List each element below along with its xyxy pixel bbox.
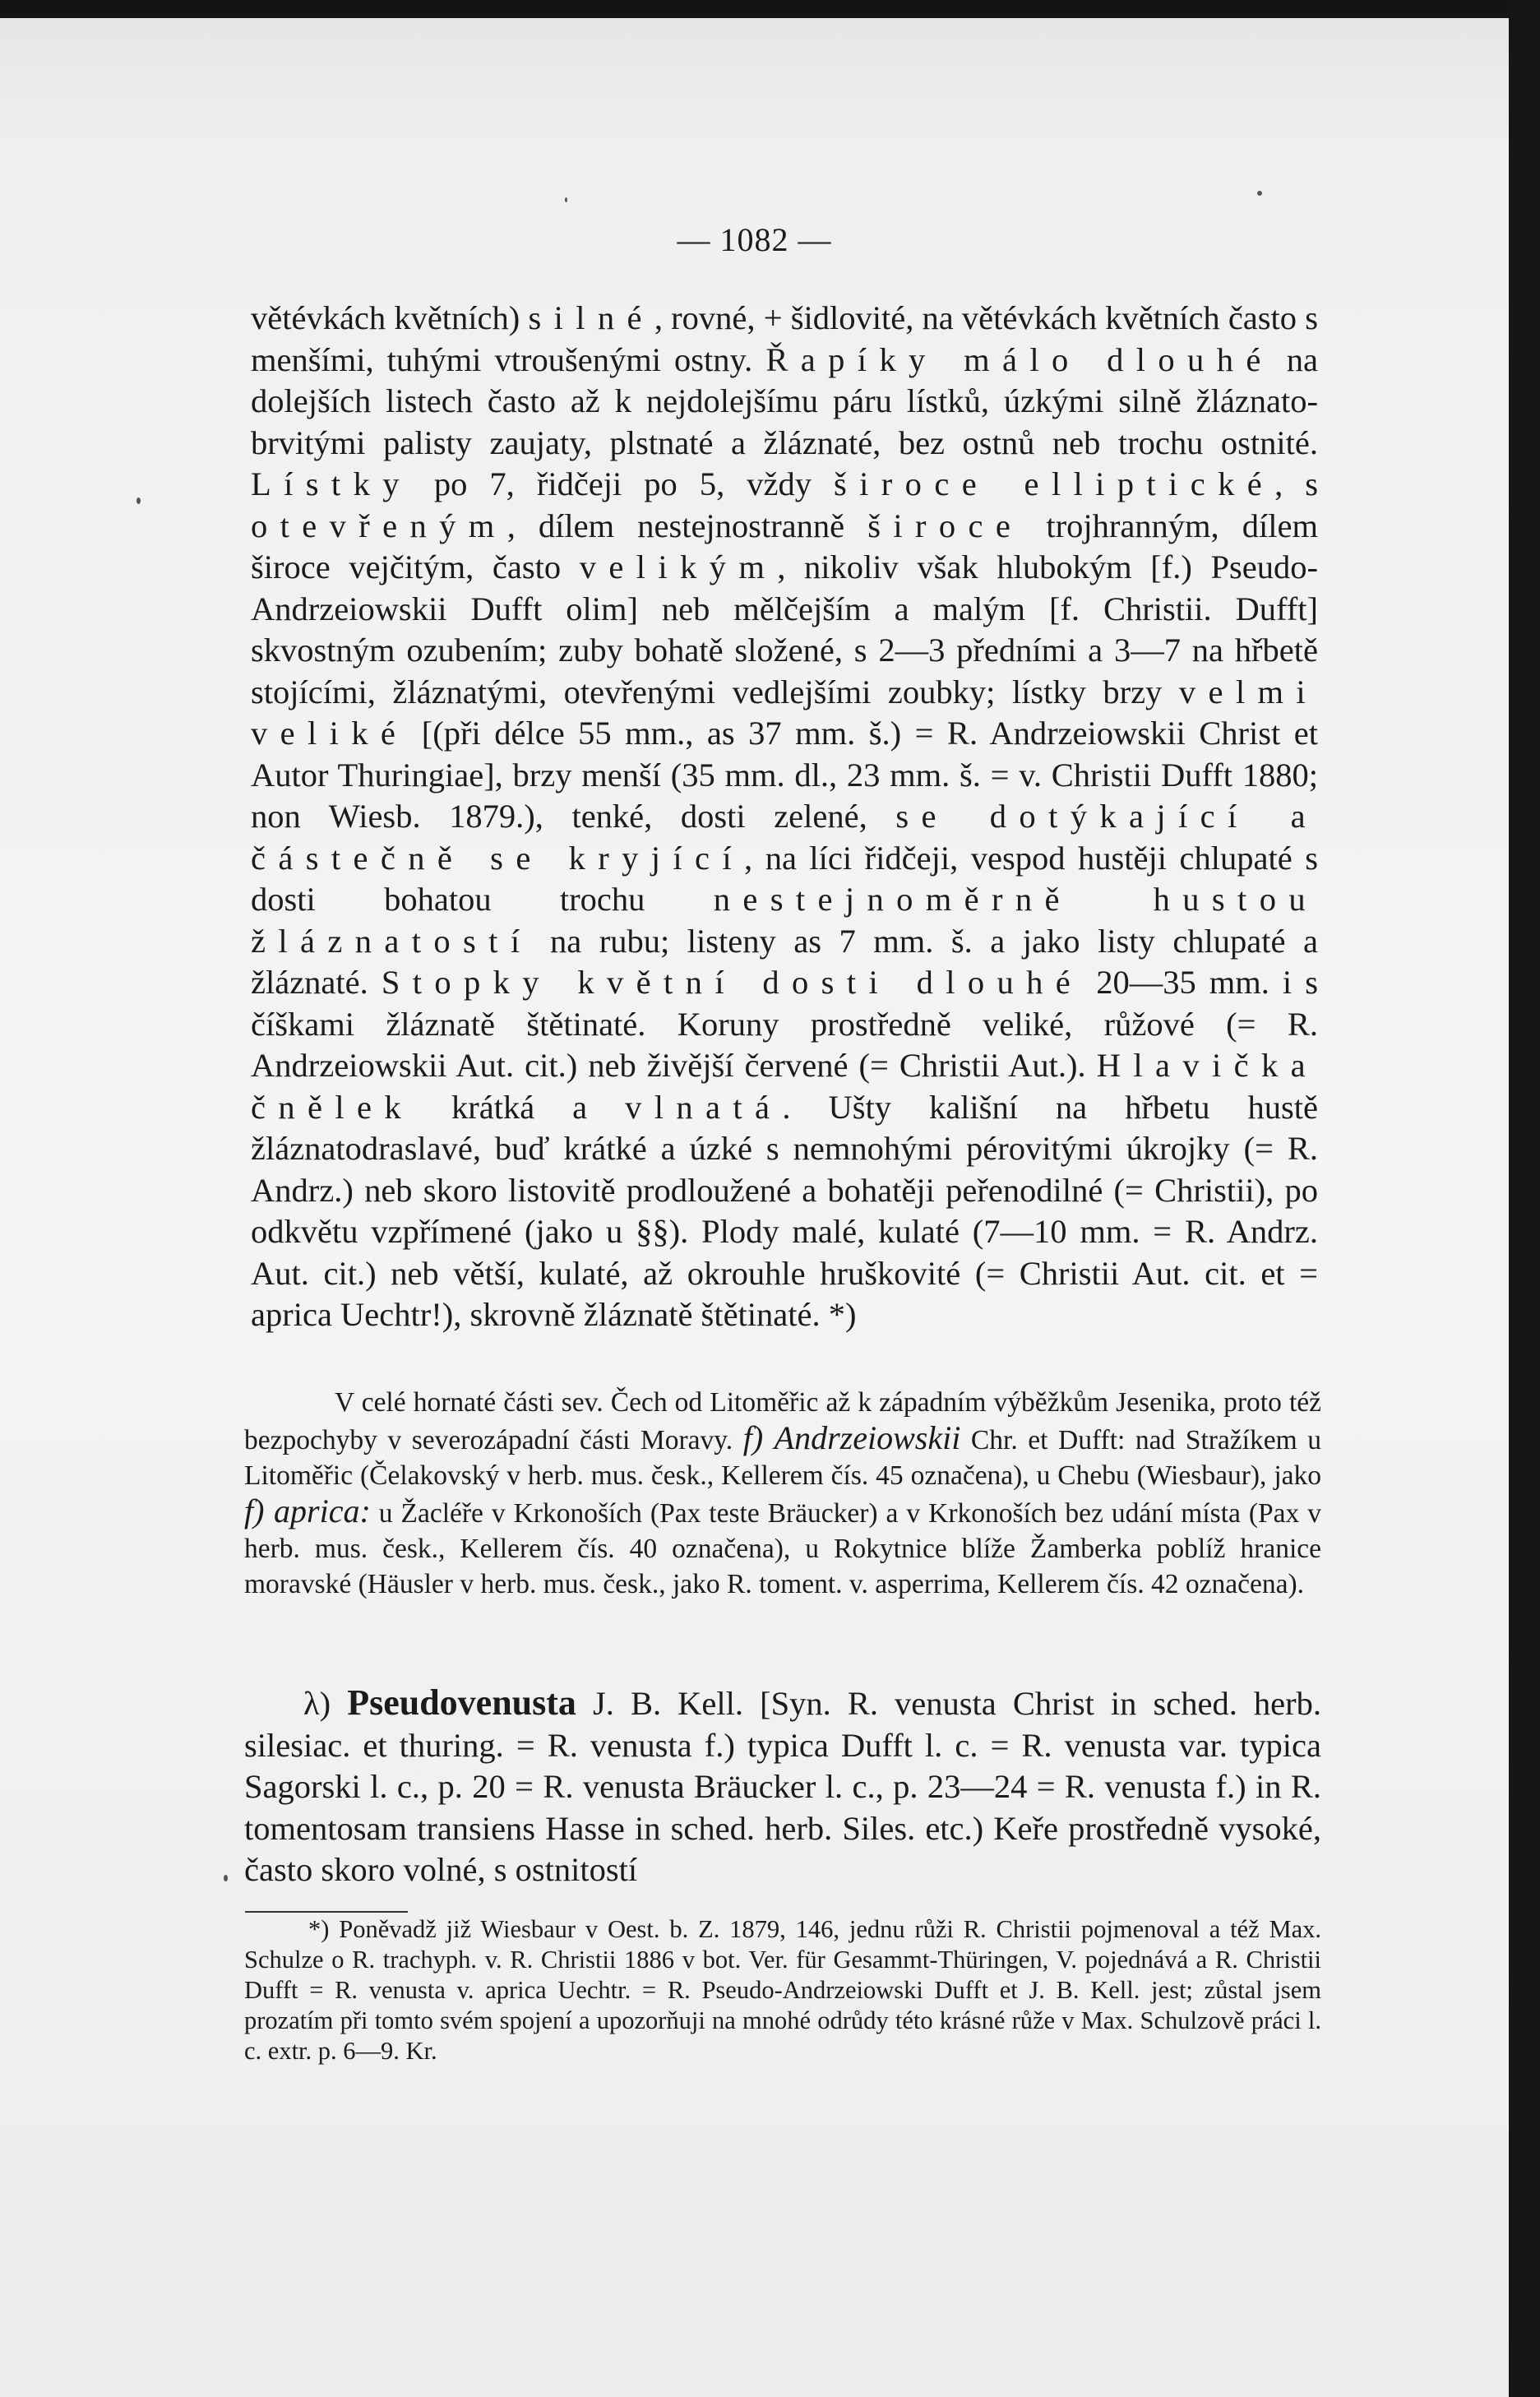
main-description [251,298,1318,1336]
description-paragraph: větévkách květních) silné, rovné, + šidlovité, na větévkách květních často s menšími, tuhými vtroušenými ostny. Řapíky málo dlouhé na dolejších listech často až k nejdolejšímu páru lístků, úzkými silně žláznato-brvitými palisty zaujaty, plstnaté a žláznaté, bez ostnů neb trochu ostnité. Lístky po 7, řidčeji po 5, vždy široce elliptické, s otevřeným, dílem nestejnostranně široce trojhranným, dílem široce vejčitým, často velikým, nikoliv však hlubokým [f.) Pseudo-Andrzeiowskii Dufft olim] neb mělčejším a malým [f. Christii. Dufft] skvostným ozubením; zuby bohatě složené, s 2—3 předními a 3—7 na hřbetě stojícími, žláznatými, otevřenými vedlejšími zoubky; lístky brzy velmi veliké [(při délce 55 mm., as 37 mm. š.) = R. Andrzeiowskii Christ et Autor Thuringiae], brzy menší (35 mm. dl., 23 mm. š. = v. Christii Dufft 1880; non Wiesb. 1879.), tenké, dosti zelené, se dotýkající a částečně se kryjící, na líci řidčeji, vespod hustěji chlupaté s dosti bohatou trochu nestejnoměrně hustou žláznatostí na rubu; listeny as 7 mm. š. a jako listy chlupaté a žláznaté. Stopky květní dosti dlouhé 20—35 mm. i s číškami žláznatě štětinaté. Koruny prostředně veliké, růžové (= R. Andrzeiowskii Aut. cit.) neb živější červené (= Christii Aut.). Hlavička čnělek krátká a vlnatá. Ušty kališní na hřbetu hustě žláznatodraslavé, buď krátké a úzké s nemnohými pérovitými úkrojky (= R. Andrz.) neb skoro listovitě prodloužené a bohatěji peřenodilné (= Christii), po odkvětu vzpřímené (jako u §§). Plody malé, kulaté (7—10 mm. = R. Andrz. Aut. cit.) neb větší, kulaté, až okrouhle hruškovité (= Christii Aut. cit. et = aprica Uechtr!), skrovně žláznatě štětinaté. *) [251,299,1319,1333]
section-paragraph: λ) Pseudovenusta J. B. Kell. [Syn. R. venusta Christ in sched. herb. silesiac. et thuring. = R. venusta f.) typica Dufft l. c. = R. venusta var. typica Sagorski l. c., p. 20 = R. venusta Bräucker l. c., p. 23—24 = R. venusta f.) in R. tomentosam transiens Hasse in sched. herb. Siles. etc.) Keře prostředně vysoké, často skoro volné, s ostnitostí [244,1682,1321,1888]
page-number: — 1082 — [677,221,832,258]
scan-speck [136,497,141,504]
section-title: Pseudovenusta [347,1682,576,1723]
scan-speck [1257,191,1262,196]
footnote-rule [245,1911,408,1913]
section-pseudovenusta [244,1682,1321,1891]
footnote [244,1914,1321,2066]
distribution-paragraph: V celé hornaté části sev. Čech od Litoměřic až k západním výběžkům Jesenika, proto též bezpochyby v severozápadní části Moravy. f) Andrzeiowskii Chr. et Dufft: nad Stražíkem u Litoměřic (Čelakovský v herb. mus. česk., Kellerem čís. 45 označena), u Chebu (Wiesbaur), jako f) aprica: u Žacléře v Krkonoších (Pax teste Bräucker) a v Krkonoších bez udání místa (Pax v herb. mus. česk., Kellerem čís. 40 označena), u Rokytnice blíže Žamberka poblíž hranice moravské (Häusler v herb. mus. česk., jako R. toment. v. asperrima, Kellerem čís. 42 označena). [244,1387,1321,1599]
scan-speck [565,197,567,202]
scan-right-edge [1509,0,1540,2397]
scan-speck [224,1875,228,1881]
distribution-note [244,1385,1321,1602]
scan-top-edge [0,0,1540,18]
footnote-text: *) Poněvadž již Wiesbaur v Oest. b. Z. 1879, 146, jednu růži R. Christii pojmenoval a též Max. Schulze o R. trachyph. v. R. Christii 1886 v bot. Ver. für Gesammt-Thüringen, V. pojednává a R. Christii Dufft = R. venusta v. aprica Uechtr. = R. Pseudo-Andrzeiowski Dufft et J. B. Kell. jest; zůstal jsem prozatím při tomto svém spojení a upozorňuji na mnohé odrůdy této krásné růže v Max. Schulzově práci l. c. extr. p. 6—9. Kr. [244,1915,1321,2065]
